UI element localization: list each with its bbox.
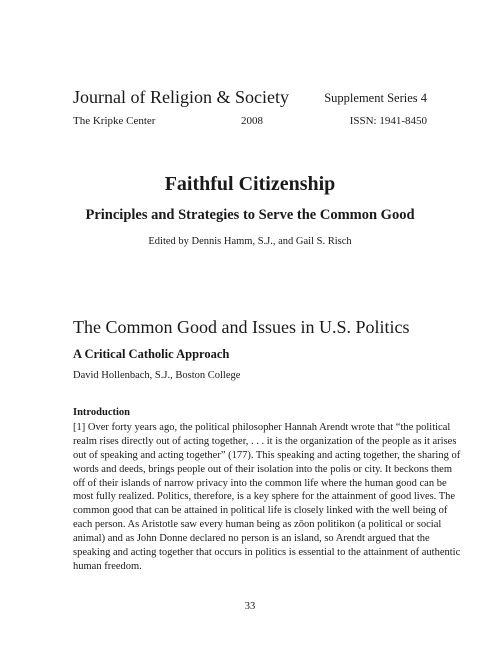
journal-title: Journal of Religion & Society [73, 87, 289, 107]
center-name: The Kripke Center [73, 115, 156, 127]
publication-year: 2008 [241, 115, 263, 127]
paragraph-line: [1] Over forty years ago, the political philosopher Hannah Arendt wrote that “the political [73, 422, 451, 433]
paragraph-line: out of speaking and acting together” (177). This speaking and acting together, the sharing of [73, 449, 461, 461]
paragraph-line: animal) and as John Donne declared no person is an island, so Arendt argued that the [73, 533, 430, 545]
book-title: Faithful Citizenship [164, 173, 336, 195]
paragraph-line: each person. As Aristotle saw every human being as zōon politikon (a political or social [73, 519, 442, 531]
author-line: David Hollenbach, S.J., Boston College [73, 370, 241, 381]
paragraph-line: off of their islands of narrow privacy into the common life where the human good can be [73, 477, 447, 489]
article-title: The Common Good and Issues in U.S. Politics [73, 317, 410, 337]
paragraph-line: speaking and acting together that occurs in politics is essential to the attainment of authentic [73, 547, 461, 559]
paragraph-line: human freedom. [73, 560, 142, 572]
book-subtitle: Principles and Strategies to Serve the Common Good [85, 207, 415, 223]
body-paragraph [73, 421, 461, 574]
section-heading: Introduction [73, 407, 130, 418]
article-subtitle: A Critical Catholic Approach [73, 347, 230, 361]
paragraph-line: most fully realized. Politics, therefore, is a key sphere for the attainment of good lives. The [73, 491, 456, 503]
series-label: Supplement Series 4 [324, 91, 427, 105]
page-number: 33 [244, 601, 256, 612]
editors-line: Edited by Dennis Hamm, S.J., and Gail S. Risch [148, 236, 352, 247]
paragraph-line: common good that can be attained in political life is closely linked with the well being of [73, 505, 448, 517]
issn-label: ISSN: 1941-8450 [349, 115, 427, 127]
paragraph-line: realm rises directly out of acting together, . . . it is the organization of the people as it arises [73, 435, 457, 447]
paragraph-line: words and deeds, brings people out of their isolation into the polis or city. It beckons them [73, 463, 452, 475]
